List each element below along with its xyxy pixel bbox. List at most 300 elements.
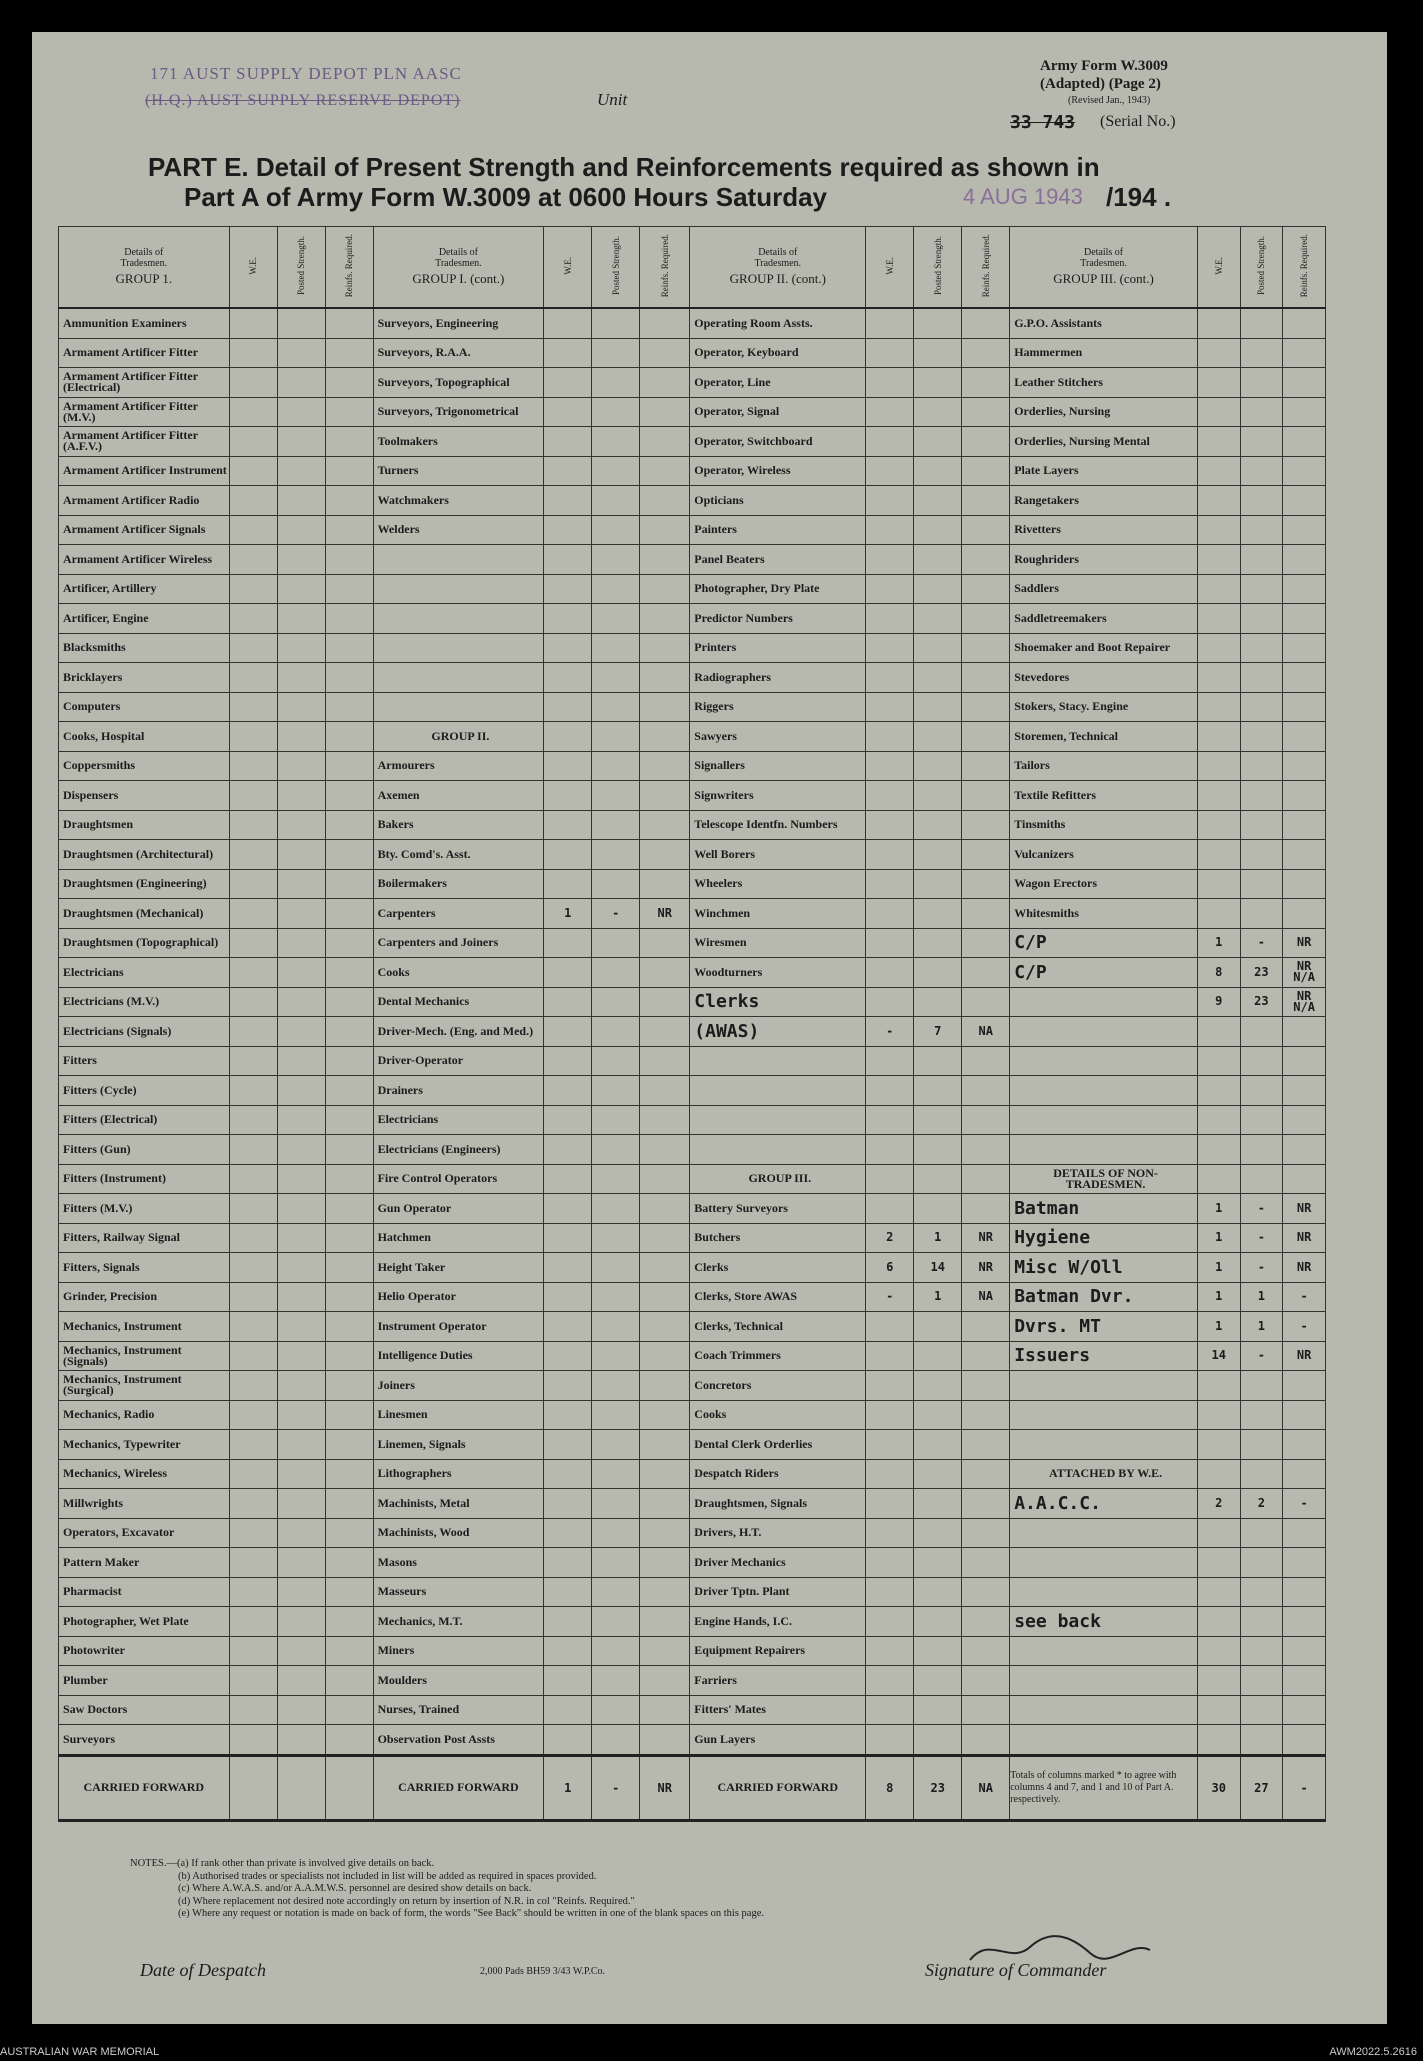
trade-label: Ammunition Examiners [59,308,230,338]
trade-value [1240,1695,1283,1725]
trade-label: Armament Artificer Fitter (Electrical) [59,368,230,398]
trade-value [325,722,373,752]
trade-value [1283,1400,1326,1430]
trade-label: Moulders [373,1666,544,1696]
cf-value: 8 [866,1755,914,1820]
form-title-year: /194 . [1106,182,1172,212]
trade-value [544,1135,592,1165]
trade-value [914,899,962,929]
cf-value: NA [962,1755,1010,1820]
trade-value [866,1076,914,1106]
trade-value [229,840,277,870]
trade-value [544,1636,592,1666]
trade-value [229,1636,277,1666]
trade-value [866,1046,914,1076]
table-row [59,987,1326,1017]
trade-value [277,958,325,988]
trade-label: Driver Tptn. Plant [690,1577,866,1607]
trade-value [544,1695,592,1725]
trade-label: Electricians (Signals) [59,1017,230,1047]
trade-value [866,368,914,398]
trade-label: Shoemaker and Boot Repairer [1010,633,1198,663]
trade-value [592,308,640,338]
trade-label: Woodturners [690,958,866,988]
trade-value [544,1312,592,1342]
trade-label: Photowriter [59,1636,230,1666]
trade-value: NR [962,1253,1010,1283]
trade-value [640,308,690,338]
trade-value [544,692,592,722]
trade-value [544,810,592,840]
trade-value [1283,1518,1326,1548]
trade-label [1010,1725,1198,1756]
trade-value [1197,397,1240,427]
trade-value [866,958,914,988]
trade-value [914,987,962,1017]
trade-value [325,1046,373,1076]
trade-value [277,486,325,516]
trade-value [1240,1371,1283,1401]
trade-value [229,456,277,486]
trade-value [640,1105,690,1135]
trade-label: Pattern Maker [59,1548,230,1578]
trade-value [914,751,962,781]
trade-value [277,338,325,368]
trade-value [229,1282,277,1312]
trade-value [640,515,690,545]
trade-value [544,1548,592,1578]
trade-value [962,958,1010,988]
trade-label: Driver-Mech. (Eng. and Med.) [373,1017,544,1047]
trade-value [325,1105,373,1135]
unit-label: Unit [597,90,628,109]
note-line: (c) Where A.W.A.S. and/or A.A.M.W.S. personnel are desired show details on back. [178,1883,532,1894]
trade-value [1197,692,1240,722]
trade-value [592,1282,640,1312]
trade-value [325,486,373,516]
serial-number: 33 743 [1010,112,1076,133]
trade-label: Operator, Wireless [690,456,866,486]
trade-value [544,1194,592,1224]
trade-value [640,958,690,988]
trade-value [1240,1135,1283,1165]
trade-value: - [866,1017,914,1047]
trade-value [544,515,592,545]
trade-value [1197,1636,1240,1666]
trade-value [592,1695,640,1725]
trade-value [1283,1548,1326,1578]
trade-value [544,545,592,575]
trade-value [1197,574,1240,604]
trade-value [325,545,373,575]
trade-value [277,427,325,457]
trade-value [1197,486,1240,516]
trade-value: 14 [1197,1341,1240,1371]
trade-value [544,1076,592,1106]
trade-label [1010,1636,1198,1666]
trade-label: Draughtsmen (Architectural) [59,840,230,870]
trade-value [229,1135,277,1165]
trade-value [1197,1430,1240,1460]
cf-value [277,1755,325,1820]
trade-value [962,1312,1010,1342]
trade-label: Tinsmiths [1010,810,1198,840]
trade-value [277,1253,325,1283]
trade-value [962,397,1010,427]
table-row [59,515,1326,545]
trade-value [592,574,640,604]
trade-value [592,368,640,398]
trade-value [229,574,277,604]
trade-value [592,1164,640,1194]
table-row [59,781,1326,811]
trade-value [325,781,373,811]
trade-value: 2 [1197,1489,1240,1519]
trade-value [914,663,962,693]
trade-value [544,1371,592,1401]
trade-label [690,1105,866,1135]
trade-label [1010,1105,1198,1135]
trade-label: Electricians [373,1105,544,1135]
trade-value [592,1135,640,1165]
trade-value: 1 [1197,1223,1240,1253]
totals-note: Totals of columns marked * to agree with columns 4 and 7, and 1 and 10 of Part A. respectively. [1010,1755,1198,1820]
trade-value [1240,397,1283,427]
trade-value [592,781,640,811]
trade-value [592,810,640,840]
trade-label: Boilermakers [373,869,544,899]
trade-value [544,1430,592,1460]
trade-value [914,1400,962,1430]
trade-value [914,515,962,545]
trade-value [914,1725,962,1756]
trade-value [1197,604,1240,634]
trade-label: Saddlers [1010,574,1198,604]
table-row [59,751,1326,781]
trade-label: Driver-Operator [373,1046,544,1076]
trade-value [1197,810,1240,840]
trade-label: Hammermen [1010,338,1198,368]
trade-value: NR [962,1223,1010,1253]
trade-value [640,1194,690,1224]
trade-value [866,604,914,634]
trade-value [592,692,640,722]
trade-label: Pharmacist [59,1577,230,1607]
trade-value [914,1695,962,1725]
trade-value [1283,1459,1326,1489]
trade-value [229,1253,277,1283]
trade-label: Artificer, Engine [59,604,230,634]
col-header-group1-cont: Details of Tradesmen. GROUP I. (cont.) [373,227,544,309]
carried-forward-label: CARRIED FORWARD [59,1755,230,1820]
trade-value [325,1577,373,1607]
trade-value [592,1489,640,1519]
trade-value [229,958,277,988]
trade-label: Armament Artificer Fitter (M.V.) [59,397,230,427]
trade-value [914,368,962,398]
trade-label: Mechanics, Instrument [59,1312,230,1342]
trade-value: NR [1283,1253,1326,1283]
trade-value [229,1046,277,1076]
trade-value [1240,1017,1283,1047]
trade-value [866,987,914,1017]
trade-value [1240,1105,1283,1135]
trade-value [544,987,592,1017]
trade-value [1240,633,1283,663]
trade-label: Dental Clerk Orderlies [690,1430,866,1460]
trade-value [914,1459,962,1489]
trade-value [962,692,1010,722]
trade-value [325,840,373,870]
trade-value [640,486,690,516]
trade-value [325,633,373,663]
trade-value [962,515,1010,545]
trade-value [592,987,640,1017]
trade-label: Helio Operator [373,1282,544,1312]
trade-value [544,1341,592,1371]
trade-label: Masons [373,1548,544,1578]
trade-value [914,1371,962,1401]
trade-label: G.P.O. Assistants [1010,308,1198,338]
trade-value [962,1489,1010,1519]
table-row [59,1371,1326,1401]
table-row [59,1695,1326,1725]
trade-value [544,1282,592,1312]
trade-value [325,899,373,929]
trade-value [866,1430,914,1460]
trade-value: 1 [1197,1194,1240,1224]
trade-label: Opticians [690,486,866,516]
trade-value [277,1194,325,1224]
trade-value [277,1135,325,1165]
trade-value [914,486,962,516]
trade-value [592,928,640,958]
trade-value [640,1577,690,1607]
trade-label: Cooks, Hospital [59,722,230,752]
trade-label: Mechanics, Instrument (Signals) [59,1341,230,1371]
trade-value [640,1636,690,1666]
trade-value [325,810,373,840]
trade-label [373,663,544,693]
trade-value [544,1607,592,1637]
trade-label: Fire Control Operators [373,1164,544,1194]
trade-value [640,1695,690,1725]
trade-value: NR N/A [1283,958,1326,988]
trade-label: Linemen, Signals [373,1430,544,1460]
table-row [59,1666,1326,1696]
trade-value [962,1577,1010,1607]
trade-value: 7 [914,1017,962,1047]
trade-value [592,1666,640,1696]
trade-value [1283,663,1326,693]
trade-value [1197,1400,1240,1430]
trade-label: Carpenters [373,899,544,929]
trade-value [1283,1725,1326,1756]
trade-value [640,574,690,604]
serial-label: (Serial No.) [1100,113,1176,130]
trade-value [277,545,325,575]
trade-value [962,1518,1010,1548]
trade-value [544,840,592,870]
trade-value [866,1400,914,1430]
trade-value [229,899,277,929]
trade-value [962,633,1010,663]
trade-label: Fitters (Gun) [59,1135,230,1165]
table-row [59,456,1326,486]
trade-value [640,1223,690,1253]
col-header-we: W.E. [229,227,277,309]
trade-value [229,427,277,457]
trade-value [866,1636,914,1666]
note-line: NOTES.—(a) If rank other than private is involved give details on back. [130,1858,435,1869]
note-line: (b) Authorised trades or specialists not included in list will be added as required in spaces provided. [178,1870,597,1882]
trade-label: Photographer, Dry Plate [690,574,866,604]
trade-value [914,692,962,722]
trade-value [229,1341,277,1371]
trade-label: Textile Refitters [1010,781,1198,811]
trade-value [544,1046,592,1076]
trade-value [1197,663,1240,693]
trade-value [866,840,914,870]
trade-value [962,1076,1010,1106]
trade-value [1283,456,1326,486]
trade-label: Surveyors, R.A.A. [373,338,544,368]
trade-value [1240,751,1283,781]
trade-value [325,663,373,693]
trade-value [229,810,277,840]
note-line: (e) Where any request or notation is made on back of form, the words "See Back" should be written in one of the blank spaces on this page. [178,1908,765,1919]
trade-value [1283,1076,1326,1106]
trade-value [962,1725,1010,1756]
trade-value [277,308,325,338]
trade-value [325,574,373,604]
trade-value: 1 [1240,1282,1283,1312]
trade-value [962,545,1010,575]
trade-value [866,1459,914,1489]
trade-value [866,1164,914,1194]
trade-value [277,899,325,929]
trade-value [592,869,640,899]
trade-value [277,515,325,545]
trade-label: Turners [373,456,544,486]
trade-label: Operator, Signal [690,397,866,427]
trade-value [1283,1371,1326,1401]
trade-value: NA [962,1282,1010,1312]
col-header-posted: Posted Strength. [277,227,325,309]
trade-label: Surveyors [59,1725,230,1756]
trade-value [1283,692,1326,722]
trade-value: NA [962,1017,1010,1047]
trade-value [592,1636,640,1666]
trade-value [1197,633,1240,663]
trade-label: Operator, Switchboard [690,427,866,457]
trade-value [277,1459,325,1489]
trade-value [592,840,640,870]
trade-value [1197,1076,1240,1106]
trade-label [1010,1695,1198,1725]
trade-value [592,1194,640,1224]
trade-label: Watchmakers [373,486,544,516]
trade-label: Predictor Numbers [690,604,866,634]
table-row [59,1577,1326,1607]
trade-value [1240,840,1283,870]
trade-label [1010,987,1198,1017]
table-row [59,1400,1326,1430]
trade-label: Operator, Line [690,368,866,398]
trade-value [544,1253,592,1283]
trade-value [1283,1636,1326,1666]
trade-value [325,515,373,545]
trade-label: Surveyors, Topographical [373,368,544,398]
trade-value [962,1341,1010,1371]
trade-label: Electricians (M.V.) [59,987,230,1017]
trade-value [640,840,690,870]
col-header-group3-cont: Details of Tradesmen. GROUP III. (cont.) [1010,227,1198,309]
trade-label: Rivetters [1010,515,1198,545]
table-row [59,545,1326,575]
trade-label: Radiographers [690,663,866,693]
trade-value [866,397,914,427]
trade-value [229,781,277,811]
trade-value [229,1577,277,1607]
trade-value [592,1253,640,1283]
trade-value [544,1017,592,1047]
trade-value [325,1518,373,1548]
trade-label: Printers [690,633,866,663]
trade-value [325,928,373,958]
trade-value [277,1371,325,1401]
trade-label: Intelligence Duties [373,1341,544,1371]
trade-label [1010,1017,1198,1047]
trade-value [592,1607,640,1637]
trade-value [962,1400,1010,1430]
trade-value [277,869,325,899]
trade-value [325,1253,373,1283]
trade-value [277,397,325,427]
trade-value [544,368,592,398]
trade-label: Batman [1010,1194,1198,1224]
trade-value [1283,1430,1326,1460]
trade-value [592,397,640,427]
trade-label: Fitters, Signals [59,1253,230,1283]
trade-value [544,1489,592,1519]
trade-value [962,751,1010,781]
trade-value: 1 [914,1223,962,1253]
trade-value [277,368,325,398]
trade-value: 1 [914,1282,962,1312]
trade-value [640,604,690,634]
cf-value: 23 [914,1755,962,1820]
trade-label: Stevedores [1010,663,1198,693]
trade-value [1283,751,1326,781]
trade-value [962,722,1010,752]
col-header-posted: Posted Strength. [914,227,962,309]
trade-value [277,1017,325,1047]
trade-value [962,574,1010,604]
trade-label: Panel Beaters [690,545,866,575]
trade-value [544,663,592,693]
trade-label: see back [1010,1607,1198,1637]
trade-value [962,456,1010,486]
trade-value [544,338,592,368]
trade-value [866,751,914,781]
trade-value [544,308,592,338]
trade-label: Armament Artificer Instrument [59,456,230,486]
trade-value [544,1459,592,1489]
trade-value [229,397,277,427]
trade-value [914,1312,962,1342]
trade-label: Rangetakers [1010,486,1198,516]
